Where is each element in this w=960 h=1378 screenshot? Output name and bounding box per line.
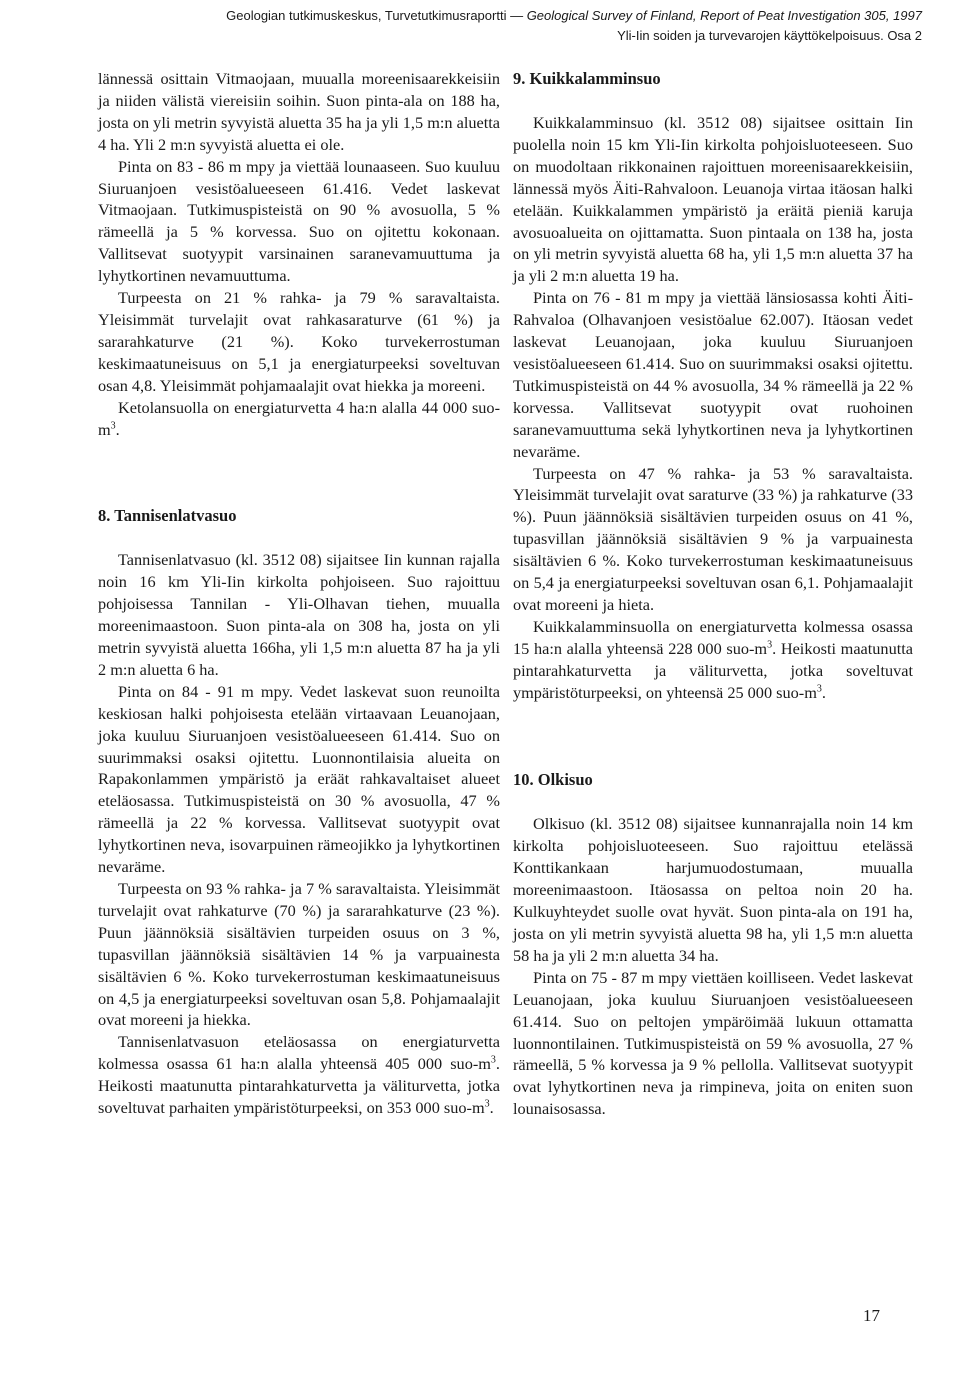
running-header [38, 6, 922, 46]
left-column [98, 68, 500, 1119]
section-heading-10: 10. Olkisuo [513, 770, 593, 790]
paragraph: Kuikkalamminsuolla on energiaturvetta kolmessa osassa 15 ha:n alalla yhteensä 228 000 suo-$m^3$. Heikosti maatunutta pintarahkaturvetta ja väliturvetta, jotka soveltuvat ympäristöturpeeksi, on yhteensä 25 000 suo-$m^3$. [513, 616, 913, 702]
paragraph: lännessä osittain Vitmaojaan, muualla moreenisaarekkeisiin ja niiden välistä viereisiin soihin. Suon pinta-ala on 188 ha, josta on yli metrin syvyistä aluetta 35 ha ja yli 1,5 m:n aluetta 4 ha. Yli 2 m:n syvyistä aluetta ei ole. [98, 69, 500, 154]
paragraph: Kuikkalamminsuo (kl. 3512 08) sijaitsee osittain Iin puolella noin 15 km Yli-Iin kirkolta pohjoisluoteeseen. Suo on muodoltaan rikkonainen rajoittuen moreenisaarekkeisiin, lännessä myös Äiti-Rahvaloon. Leuanoja virtaa itäosan halki etelään. Kuikkalammen ympäristö ja eräitä pieniä karuja avosuoalueita on ojittamatta. Suon pintaala on 138 ha, josta on yli metrin syvyistä aluetta 68 ha, yli 1,5 m:n aluetta 37 ha ja yli 2 m:n aluetta 19 ha. [513, 113, 913, 286]
paragraph: Tannisenlatvasuon eteläosassa on energiaturvetta kolmessa osassa 61 ha:n alalla yhteensä 405 000 suo-$m^3$. Heikosti maatunutta pintarahkaturvetta ja väliturvetta, jotka soveltuvat parhaiten ympäristöturpeeksi, on 353 000 suo-$m^3$. [98, 1032, 500, 1118]
paragraph: Pinta on 83 - 86 m mpy ja viettää lounaaseen. Suo kuuluu Siuruanjoen vesistöalueeseen 61.416. Vedet laskevat Vitmaojaan. Tutkimuspisteistä on 90 % avosuolla, 5 % rämeellä ja 5 % korvessa. Suo on ojitettu kokonaan. Vallitsevat suotyypit varsinainen saranevamuuttuma ja lyhytkortinen nevamuuttuma. [98, 156, 500, 286]
header-line-1 [38, 6, 922, 26]
paragraph: Tannisenlatvasuo (kl. 3512 08) sijaitsee Iin kunnan rajalla noin 16 km Yli-Iin kirkolta pohjoiseen. Suo rajoittuu pohjoisessa Tannilan - Yli-Olhavan tiehen, muualla moreenimaastoon. Suon pinta-ala on 308 ha, josta on yli metrin syvyistä aluetta 166ha, yli 1,5 m:n aluetta 87 ha ja yli 2 m:n aluetta 6 ha. [98, 550, 500, 679]
section-heading-8: 8. Tannisenlatvasuo [98, 506, 237, 526]
paragraph: Turpeesta on 93 % rahka- ja 7 % saravaltaista. Yleisimmät turvelajit ovat rahkaturve (70 %) ja sararahkaturve (23 %). Puun jäännöksiä sisältävien turpeiden osuus on 3 %, tupasvillan jäännöksiä sisältävien 14 % ja varpuainesta sisältävien 6 %. Koko turvekerrostuman keskimaatuneisuus on 4,5 ja energiaturpeeksi soveltuvan osan 5,8. Pohjamaalajit ovat moreeni ja hiekka. [98, 879, 500, 1030]
header-line-2: Yli-Iin soiden ja turvevarojen käyttökelpoisuus. Osa 2 [617, 28, 922, 43]
paragraph: Pinta on 84 - 91 m mpy. Vedet laskevat suon reunoilta keskiosan halki pohjoisesta etelään virtaavaan Leuanojaan, joka kuuluu Siuruanjoen vesistöalueeseen 61.414. Suo on suurimmaksi osaksi ojitettu. Luonnontilaisia alueita on Rapakonlammen ympäristö ja eräät rahkavaltaiset alueet eteläosassa. Tutkimuspisteistä on 30 % avosuolla, 47 % rämeellä ja 22 % korvessa. Vallitsevat suotyypit ovat lyhytkortinen neva, isovarpuinen rämeojikko ja lyhytkortinen nevaräme. [98, 681, 500, 877]
paragraph: Pinta on 75 - 87 m mpy viettäen koilliseen. Vedet laskevat Leuanojaan, joka kuuluu Siuruanjoen vesistöalueeseen 61.414. Suo on peltojen ympäröimää lukuun ottamatta luonnontilainen. Tutkimuspisteistä on 59 % avosuolla, 27 % rämeellä, 5 % korvessa ja 9 % pellolla. Vallitsevat suotyypit ovat lyhytkortinen neva ja rimpineva, joita on eniten suon lounaisosassa. [513, 967, 913, 1119]
paragraph: Turpeesta on 21 % rahka- ja 79 % saravaltaista. Yleisimmät turvelajit ovat rahkasaraturve (61 %) ja sararahkaturve (21 %). Koko turvekerrostuman keskimaatuneisuus on 5,1 ja energiaturpeeksi soveltuvan osan 4,8. Yleisimmät pohjamaalajit ovat hiekka ja moreeni. [98, 288, 500, 395]
paragraph: Turpeesta on 47 % rahka- ja 53 % saravaltaista. Yleisimmät turvelajit ovat saraturve (33 %) ja rahkaturve (33 %). Puun jäännöksiä sisältävien turpeiden osuus on 41 %, tupasvillan jäännöksiä sisältävien 9 % ja varpuainesta sisältävien 6 %. Koko turvekerrostuman keskimaatuneisuus on 5,4 ja energiaturpeeksi soveltuvan osan 6,1. Pohjamaalajit ovat moreeni ja hieta. [513, 463, 913, 614]
page-number: 17 [863, 1306, 880, 1325]
right-column [513, 68, 913, 1120]
header-series-title: Geological Survey of Finland, Report of Peat Investigation 305, 1997 [526, 8, 922, 23]
paragraph: Ketolansuolla on energiaturvetta 4 ha:n alalla 44 000 suo-$m^3$. [98, 397, 500, 439]
section-heading-9: 9. Kuikkalamminsuo [513, 69, 661, 88]
header-publisher: Geologian tutkimuskeskus, Turvetutkimusraportti — [226, 8, 527, 23]
paragraph: Olkisuo (kl. 3512 08) sijaitsee kunnanrajalla noin 14 km kirkolta pohjoisluoteeseen. Suo rajoittuu etelässä Konttikankaan harjumuodostumaan, muualla moreenimaastoon. Itäosassa on peltoa noin 20 ha. Kulkuyhteydet suolle ovat hyvät. Suon pinta-ala on 191 ha, josta on yli metrin syvyistä aluetta 98 ha, yli 1,5 m:n aluetta 58 ha ja yli 2 m:n aluetta 34 ha. [513, 814, 913, 965]
paragraph: Pinta on 76 - 81 m mpy ja viettää länsiosassa kohti Äiti-Rahvaloa (Olhavanjoen vesistöalue 62.007). Itäosan vedet laskevat Leuanojaan, joka kuuluu Siuruanjoen vesistöalueeseen 61.414. Suo on suurimmaksi osaksi ojitettu. Tutkimuspisteistä on 44 % avosuolla, 34 % rämeellä ja 22 % korvessa. Vallitsevat suotyypit ovat ruohoinen saranevamuuttuma sekä lyhytkortinen neva ja lyhytkortinen nevaräme. [513, 288, 913, 461]
